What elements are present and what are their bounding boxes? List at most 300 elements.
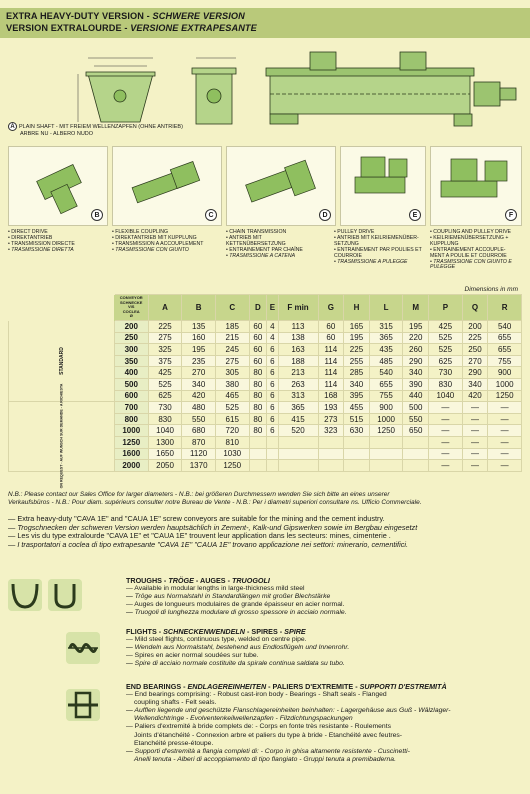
dimension-cell: 520 [278,425,318,437]
dimension-cell [249,436,267,448]
dimension-cell: 340 [403,367,429,379]
dimension-cell: 290 [462,367,488,379]
dimension-cell: 525 [429,344,463,356]
dimension-cell: 1250 [488,390,522,402]
conveyor-header-line: COCLEA [122,308,140,314]
dimension-cell: 340 [344,378,370,390]
conveyor-size-cell: 500 [114,378,148,390]
dimension-cell: 60 [249,321,267,333]
column-header: Q [462,295,488,321]
dimension-cell: 1000 [488,378,522,390]
drive-label-line: • TRANSMISSION DIRECTE [8,240,75,247]
dimension-cell: 305 [215,367,249,379]
troughs-line: — Tröge aus Normalstahl in Standardlängen mit großer Blechstärke [126,593,331,601]
dimension-cell: 1250 [369,425,403,437]
drive-label-line: • TRASMISSIONE CON GIUNTO [112,246,189,253]
drive-label-line: COURROIE [334,252,362,259]
dimension-cell: 114 [318,355,344,367]
summary-it: — I trasportatori a coclea di tipo extrapesante "CAVA 1E" "CAUA 1E" trovano applicazione nei settori: minerario, cementifici. [8,539,408,549]
dimension-cell: 615 [215,413,249,425]
conveyor-size-cell: 200 [114,321,148,333]
dimension-cell: 465 [215,390,249,402]
heading-part: SCHNECKENWENDELN [163,627,246,636]
dimension-cell: — [429,436,463,448]
dimension-cell [318,436,344,448]
dimension-cell: 60 [318,332,344,344]
dimension-cell: 138 [278,332,318,344]
dimension-cell: 500 [403,402,429,414]
drive-label-chain [226,230,303,260]
dimension-cell: — [462,460,488,472]
column-header: E [267,295,278,321]
heading-part: FLIGHTS - [126,627,164,636]
dimension-cell: 113 [278,321,318,333]
dimension-cell: 135 [182,321,216,333]
dimension-cell: 900 [488,367,522,379]
conveyor-size-cell: 1250 [114,436,148,448]
dimension-cell: 285 [344,367,370,379]
conveyor-side-view [266,52,516,126]
dimension-cell: 6 [267,425,278,437]
title-bar [0,8,530,38]
bearings-line: — Aufflen liegende und geschützte Flanschlagereinheiten beinhalten: - Lagergehäuse aus Guß - Wälzlager- [126,707,451,715]
badge-a: A [8,122,17,131]
dimension-cell: — [429,460,463,472]
conveyor-size-cell: 1000 [114,425,148,437]
dimension-cell: 80 [249,367,267,379]
photo-flexible-coupling [112,146,222,226]
photo-coupling-pulley [430,146,522,226]
troughs-line: — Available in modular lengths in large-thickness mild steel [126,585,305,593]
troughs-line: — Auges de longueurs modulaires de grande épaisseur en acier normal. [126,601,345,609]
dimension-cell: 260 [403,344,429,356]
heading-part: SPIRE [284,627,306,636]
conveyor-size-cell: 250 [114,332,148,344]
dimension-cell [278,460,318,472]
dimension-cell [267,460,278,472]
trough-section-drawing [78,58,155,122]
bearings-line: coupling shafts - Felt seals. [134,699,217,707]
dimension-cell: 1650 [148,448,182,460]
dimension-cell: 6 [267,390,278,402]
drawing-caption [8,122,183,138]
conveyor-size-cell: 600 [114,390,148,402]
column-header: F min [278,295,318,321]
dimension-cell: 440 [403,390,429,402]
caption-line-1: PLAIN SHAFT - MIT FREIEM WELLENZAPFEN (OHNE ANTRIEB) [19,123,183,130]
dimension-cell: 270 [182,367,216,379]
drive-label-line: • ANTRIEB MIT KEILRIEMENÜBER- [334,234,419,241]
dimension-cell: 225 [148,321,182,333]
dimension-cell: 185 [215,321,249,333]
drive-label-direct [8,230,75,254]
title-fr: VERSION EXTRALOURDE - [6,23,131,33]
caption-line-2: ARBRE NU - ALBERO NUDO [20,131,94,137]
heading-part: END BEARINGS - [126,682,188,691]
troughs-heading [126,577,526,585]
dimension-cell [278,448,318,460]
dimension-cell: 1040 [429,390,463,402]
dimension-cell: 290 [403,355,429,367]
dimension-cell: 390 [403,378,429,390]
dimension-cell: 80 [249,378,267,390]
dimension-cell: 193 [318,402,344,414]
dimension-cell: 395 [344,390,370,402]
end-bearings-section [8,683,522,783]
dimension-cell: 60 [249,332,267,344]
dimension-cell [403,460,429,472]
bearings-line: Anelli tenuta - Alberi di accoppiamento di tipo flangiato - Gruppi tenuta a premibaderna. [134,755,396,763]
group-label: STANDARD [58,347,65,375]
dimension-cell [369,460,403,472]
dimension-cell: 420 [462,390,488,402]
application-summary [8,515,522,549]
dimension-cell: — [488,402,522,414]
dimension-cell: 455 [344,402,370,414]
drive-label-line: • ENTRAINEMENT PAR CHAÎNE [226,246,303,253]
u-trough-icon [8,579,42,611]
flights-line: — Wendeln aus Normalstahl, bestehend aus Endlosflügeln und Innenrohr. [126,644,350,652]
conveyor-header-line: Ø [129,313,133,319]
dimension-cell: 4 [267,332,278,344]
dimension-cell [403,436,429,448]
heading-part: SUPPORTI D'ESTREMITÀ [359,682,447,691]
dimension-cell [267,448,278,460]
bearings-line: Joints d'étanchéité - Connexion arbre et paliers du type à bride - Etanchéité avec feutres- [134,731,403,739]
dimension-cell: 550 [403,413,429,425]
drive-photos [8,146,522,226]
dimension-cell: 168 [318,390,344,402]
dimension-cell: 225 [462,332,488,344]
dimension-cell: 245 [215,344,249,356]
conveyor-size-cell: 700 [114,402,148,414]
dimension-cell: 415 [278,413,318,425]
dimension-cell: 540 [488,321,522,333]
dimension-cell: — [429,413,463,425]
end-bearings-heading [126,683,526,691]
dimension-cell: — [462,448,488,460]
dimension-cell: 6 [267,402,278,414]
drive-label-line: • DIRECT DRIVE [8,229,48,235]
troughs-text [126,577,526,617]
dimension-cell: 325 [148,344,182,356]
dimension-cell: 625 [429,355,463,367]
dimension-cell [369,436,403,448]
dimension-cell: — [488,448,522,460]
heading-part: TRUOGOLI [231,576,270,585]
dimension-cell [249,448,267,460]
dimension-cell: 365 [369,332,403,344]
title-en: EXTRA HEAVY-DUTY VERSION - [6,11,153,21]
heading-part: ENDLAGEREINHEITEN [187,682,267,691]
drive-labels [8,230,522,280]
table-row [9,402,522,414]
dimension-cell: 114 [318,378,344,390]
dimension-cell: — [429,448,463,460]
dimension-cell: 425 [148,367,182,379]
dimension-cell: 270 [462,355,488,367]
drive-label-line: • FLEXIBLE COUPLING [112,229,169,235]
dimension-cell [344,460,370,472]
bearings-line: Wellendichtringe - Evolventenkeilwellenzapfen - Filzdichtungspackungen [134,715,353,723]
dimension-cell: 114 [318,344,344,356]
drive-label-line: KETTENÜBERSETZUNG [226,240,286,247]
dimension-cell: 655 [369,378,403,390]
column-header: A [148,295,182,321]
drive-label-line: • ANTRIEB MIT [226,234,262,241]
dimension-cell: — [462,402,488,414]
screw-flight-icon [66,632,100,664]
flights-line: — Spire di acciaio normale costituite da spirale continua saldata su tubo. [126,660,345,668]
dimension-cell: 525 [215,402,249,414]
dimension-cell: 60 [318,321,344,333]
dimension-cell [278,436,318,448]
drive-label-line: • TRASMISSIONE A CATENA [226,252,296,259]
dimension-cell: 380 [215,378,249,390]
badge-e: E [409,209,421,221]
dimension-cell: 655 [488,332,522,344]
heading-part: TRÖGE [168,576,194,585]
dimension-cell: — [429,425,463,437]
dimension-cell [369,448,403,460]
heading-part: TROUGHS - [126,576,169,585]
dimension-cell: 195 [403,321,429,333]
dimension-cell: 188 [278,355,318,367]
title-de: SCHWERE VERSION [152,11,245,21]
dimension-cell: 525 [429,332,463,344]
dimension-cell: 213 [278,367,318,379]
drive-label-line: • TRANSMISSION A ACCOUPLEMENT [112,240,204,247]
dimension-cell: 1250 [215,460,249,472]
drive-label-line: • PULLEY DRIVE [334,229,375,235]
bearings-line: — Supporti d'estremità a flangia completi di: - Corpo in ghisa altamente resistente - Cuscinetti- [126,747,410,755]
dimension-cell: 225 [344,344,370,356]
dimension-cell: 220 [403,332,429,344]
conveyor-header-line: VIS [128,304,135,310]
drive-label-line: • DIREKTANTRIEB MIT KUPPLUNG [112,234,197,241]
dimension-cell: 1300 [148,436,182,448]
dimension-cell: 80 [249,413,267,425]
dimension-cell: 1000 [369,413,403,425]
column-header: P [429,295,463,321]
dimension-cell: 655 [488,344,522,356]
column-header: D [249,295,267,321]
dimension-cell: 200 [462,321,488,333]
drive-label-line: • CHAIN TRANSMISSION [226,229,287,235]
dimension-cell: 6 [267,344,278,356]
dimension-cell: 215 [215,332,249,344]
dimension-cell: 625 [148,390,182,402]
dimension-cell: 1030 [215,448,249,460]
photo-chain-transmission [226,146,336,226]
flights-line: — Spires en acier normal soudées sur tube. [126,652,259,660]
dimension-cell: 60 [249,344,267,356]
dimension-cell: 80 [249,402,267,414]
dimension-cell: 323 [318,425,344,437]
dimension-cell: 340 [462,378,488,390]
dimension-cell: — [462,436,488,448]
heading-part: - AUGES - [193,576,232,585]
drive-label-line: • TRASMISSIONE A PULEGGE [334,258,408,265]
summary-de: — Trogschnecken der schweren Version werden hauptsächlich in Zement-, Kalk-und Gipswerken sowie im Bergbau eingesetzt [8,522,418,532]
summary-fr: — Les vis du type extralourde "CAVA 1E" et "CAUA 1E" trouvent leur application dans les secteurs: mines, cimenterie . [8,531,391,541]
dimension-cell: 730 [429,367,463,379]
title-it: VERSIONE EXTRAPESANTE [130,23,257,33]
dimension-cell: — [462,413,488,425]
dimension-cell: 810 [215,436,249,448]
dimension-cell: — [488,436,522,448]
heading-part: - PALIERS D'EXTREMITE - [266,682,360,691]
dimension-cell: 6 [267,413,278,425]
dimension-cell: 1120 [182,448,216,460]
drive-label-line: • COUPLING AND PULLEY DRIVE [430,229,511,235]
dimension-cell [249,460,267,472]
larger-diameter-note [8,491,522,507]
column-header: C [215,295,249,321]
drive-label-line: • ENTRAINEMENT PAR POULIES ET [334,246,422,253]
drive-label-line: KUPPLUNG [430,240,459,247]
badge-b: B [91,209,103,221]
flights-section [8,628,522,678]
dimension-cell: 425 [429,321,463,333]
table-row [9,321,522,333]
conveyor-size-cell: 800 [114,413,148,425]
dimension-cell: 235 [182,355,216,367]
troughs-line: — Truogoli di lunghezza modulare di grosso spessore in acciaio normale. [126,609,347,617]
column-header: H [344,295,370,321]
dimension-cell: 630 [344,425,370,437]
dimension-cell [267,436,278,448]
group-on-request [9,384,115,489]
conveyor-size-cell: 350 [114,355,148,367]
dimension-cell: 375 [148,355,182,367]
note-line-1: N.B.: Please contact our Sales Office for larger diameters - N.B.: bei größeren Durchmessern wenden Sie sich bitte an eines unserer [8,491,390,498]
dimension-cell: 485 [369,355,403,367]
conveyor-header [114,295,148,321]
dimension-cell: 195 [344,332,370,344]
dimension-cell: 540 [369,367,403,379]
column-header: M [403,295,429,321]
trough-end-drawing [192,58,236,124]
dimension-cell [344,448,370,460]
summary-en: — Extra heavy-duty "CAVA 1E" and "CAUA 1E" screw conveyors are suitable for the mining and the cement industry. [8,514,385,523]
conveyor-size-cell: 400 [114,367,148,379]
drive-label-line: • TRASMISSIONE DIRETTA [8,246,74,253]
conveyor-size-cell: 300 [114,344,148,356]
dimension-cell: 114 [318,367,344,379]
dimension-cell: 250 [462,344,488,356]
badge-f: F [505,209,517,221]
dimension-cell: 80 [249,390,267,402]
dimension-cell: — [429,402,463,414]
flights-heading [126,628,526,636]
dimension-cell: 6 [267,367,278,379]
group-label: ON REQUEST - AUF WUNSCH SUR DEMANDE - A RICHIESTA [59,384,64,489]
dimension-cell: 870 [182,436,216,448]
drive-label-line: SETZUNG [334,240,359,247]
dimensions-unit-note: Dimensions in mm [464,286,518,293]
dimension-cell [318,448,344,460]
dimension-cell: 195 [182,344,216,356]
drive-label-line: • KEILRIEMENÜBERSETZUNG + [430,234,509,241]
dimension-cell [403,448,429,460]
drive-label-line: • DIREKTANTRIEB [8,234,53,241]
heading-part: - SPIRES - [245,627,285,636]
dimension-cell: 275 [148,332,182,344]
drive-label-line: MENT A POULIE ET COURROIE [430,252,507,259]
drive-label-line: • TRASMISSIONE CON GIUNTO E [430,258,512,265]
dimension-cell: 755 [369,390,403,402]
dimension-cell: 720 [215,425,249,437]
group-header-blank [9,295,115,321]
drive-label-pulley [334,230,422,265]
drive-label-coupling-pulley [430,230,512,271]
dimension-cell: 313 [278,390,318,402]
v-trough-icon [48,579,82,611]
photo-direct-drive [8,146,108,226]
title-line-2 [6,22,524,34]
dimension-cell: 165 [344,321,370,333]
drive-label-flexible [112,230,203,254]
dimension-cell: 480 [182,402,216,414]
dimension-cell: 315 [369,321,403,333]
flights-text [126,628,526,668]
column-header: R [488,295,522,321]
badge-d: D [319,209,331,221]
dimension-cell: 255 [344,355,370,367]
end-bearing-icon [66,689,100,721]
drive-label-line: PULEGGE [430,264,456,271]
dimension-cell: 900 [369,402,403,414]
dimension-cell [318,460,344,472]
dimension-cell: — [488,460,522,472]
drive-label-line: • ENTRAINEMENT ACCOUPLE- [430,246,506,253]
end-bearings-text [126,683,526,764]
dimension-cell: 680 [182,425,216,437]
dimension-cell: 515 [344,413,370,425]
conveyor-header-line: CONVEYOR [119,295,143,301]
column-header: B [182,295,216,321]
note-line-2: Verkaufsbüros - N.B.: Pour diam. supérieurs consulter notre Bureau de Vente - N.B.: Per i diametri superiori consultare ns. Ufficio Commerciale. [8,499,422,506]
dimension-cell: 435 [369,344,403,356]
dimension-cell: 1040 [148,425,182,437]
dimension-cell: 365 [278,402,318,414]
column-header: G [318,295,344,321]
dimension-cell: — [488,425,522,437]
conveyor-size-cell: 2000 [114,460,148,472]
dimensions-table [8,294,522,489]
conveyor-header-line: SCHNECKE [120,299,143,305]
dimension-cell: 830 [429,378,463,390]
dimension-cell: 6 [267,378,278,390]
dimension-cell: 273 [318,413,344,425]
dimension-cell: 1370 [182,460,216,472]
bearings-line: — End bearings comprising: - Robust cast-iron body - Bearings - Shaft seals - Flanged [126,691,387,699]
dimension-cell: 2050 [148,460,182,472]
dimension-cell: 6 [267,355,278,367]
dimension-cell: 163 [278,344,318,356]
dimension-cell: 525 [148,378,182,390]
dimension-cell: 420 [182,390,216,402]
dimension-cell: 4 [267,321,278,333]
photo-pulley-drive [340,146,426,226]
badge-c: C [205,209,217,221]
dimension-cell: 830 [148,413,182,425]
dimension-cell: — [462,425,488,437]
dimension-cell: 80 [249,425,267,437]
dimension-cell: 160 [182,332,216,344]
dimension-cell: 340 [182,378,216,390]
